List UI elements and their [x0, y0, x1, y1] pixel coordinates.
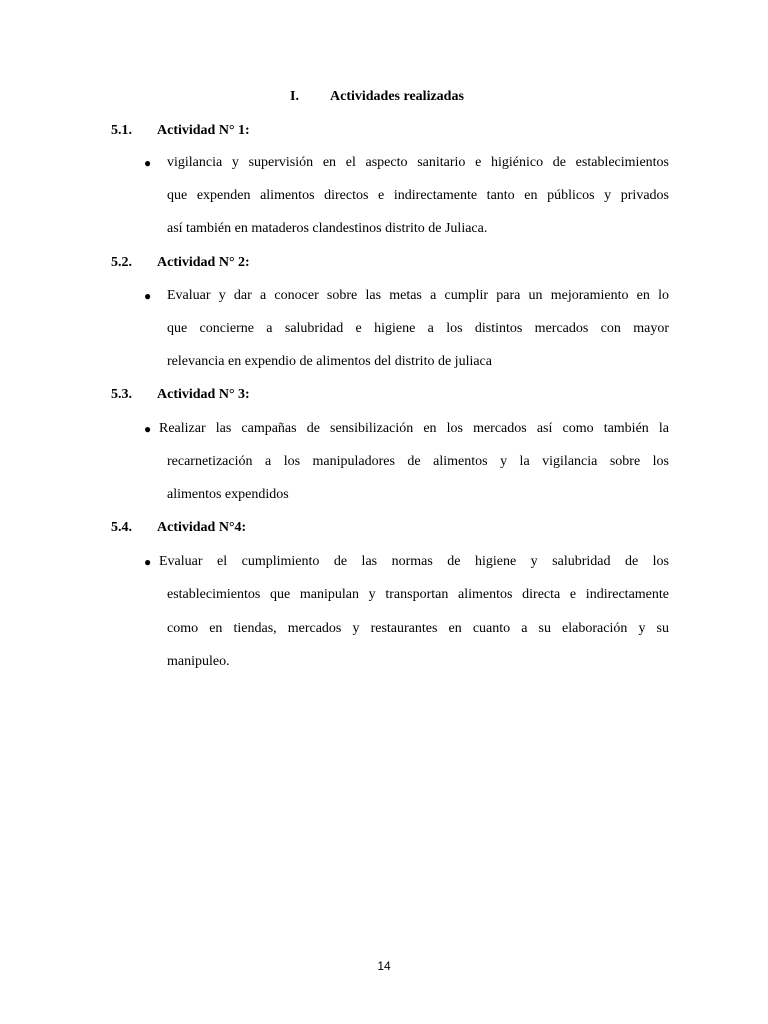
paragraph-line: así también en mataderos clandestinos distrito de Juliaca.	[167, 221, 488, 236]
subsection-number: 5.1.	[111, 123, 132, 138]
subsection-number: 5.4.	[111, 520, 132, 535]
page-number: 14	[377, 959, 391, 973]
heading-number: I.	[290, 89, 299, 104]
paragraph-line: que expenden alimentos directos e indirectamente tanto en públicos y privados	[167, 188, 669, 203]
paragraph-line: Evaluar el cumplimiento de las normas de higiene y salubridad de los	[159, 554, 669, 569]
paragraph-line: relevancia en expendio de alimentos del distrito de juliaca	[167, 354, 492, 369]
paragraph-line: manipuleo.	[167, 654, 230, 669]
subsection-title: Actividad N° 1:	[157, 123, 250, 138]
subsection-title: Actividad N° 2:	[157, 255, 250, 270]
subsection-number: 5.3.	[111, 387, 132, 402]
bullet-icon: ●	[144, 555, 152, 569]
subsection-title: Actividad N°4:	[157, 520, 247, 535]
paragraph-line: Evaluar y dar a conocer sobre las metas a cumplir para un mejoramiento en lo	[167, 288, 669, 303]
bullet-icon: ●	[144, 289, 152, 303]
paragraph-line: que concierne a salubridad e higiene a los distintos mercados con mayor	[167, 321, 669, 336]
paragraph-line: alimentos expendidos	[167, 487, 289, 502]
paragraph-line: como en tiendas, mercados y restaurantes en cuanto a su elaboración y su	[167, 621, 669, 636]
subsection-title: Actividad N° 3:	[157, 387, 250, 402]
bullet-icon: ●	[144, 422, 152, 436]
paragraph-line: Realizar las campañas de sensibilización en los mercados así como también la	[159, 421, 669, 436]
subsection-number: 5.2.	[111, 255, 132, 270]
paragraph-line: vigilancia y supervisión en el aspecto sanitario e higiénico de establecimientos	[167, 155, 669, 170]
paragraph-line: establecimientos que manipulan y transportan alimentos directa e indirectamente	[167, 587, 669, 602]
paragraph-line: recarnetización a los manipuladores de alimentos y la vigilancia sobre los	[167, 454, 669, 469]
bullet-icon: ●	[144, 156, 152, 170]
heading-title: Actividades realizadas	[330, 89, 464, 104]
